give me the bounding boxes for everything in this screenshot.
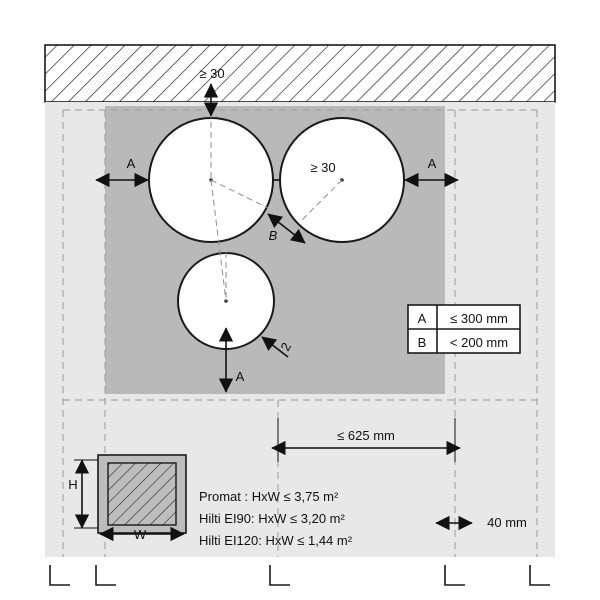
- label-width: W: [133, 527, 147, 542]
- label-callout-bottom: 2: [277, 339, 295, 354]
- note-line-2: Hilti EI90: HxW ≤ 3,20 m²: [199, 511, 345, 526]
- table-row-value-a: ≤ 300 mm: [450, 311, 508, 326]
- table-row-key-a: A: [417, 311, 427, 326]
- corner-brackets: [50, 565, 550, 585]
- note-line-1: Promat : HxW ≤ 3,75 m²: [199, 489, 339, 504]
- label-height: H: [68, 477, 78, 492]
- label-a-bottom: A: [235, 369, 245, 384]
- label-edge-distance: ≤ 625 mm: [337, 428, 395, 443]
- label-side-offset: 40 mm: [487, 515, 527, 530]
- label-a-left: A: [126, 156, 136, 171]
- table-row-key-b: B: [417, 335, 427, 350]
- label-top-clearance: ≥ 30: [199, 66, 225, 81]
- note-line-3: Hilti EI120: HxW ≤ 1,44 m²: [199, 533, 353, 548]
- label-a-right: A: [427, 156, 437, 171]
- notes-block: [199, 489, 353, 548]
- table-row-value-b: < 200 mm: [449, 335, 509, 350]
- ceiling-slab-hatch: [45, 45, 555, 102]
- label-inner-clearance: ≥ 30: [310, 160, 336, 175]
- limits-table: [408, 305, 520, 353]
- label-b: B: [268, 228, 278, 243]
